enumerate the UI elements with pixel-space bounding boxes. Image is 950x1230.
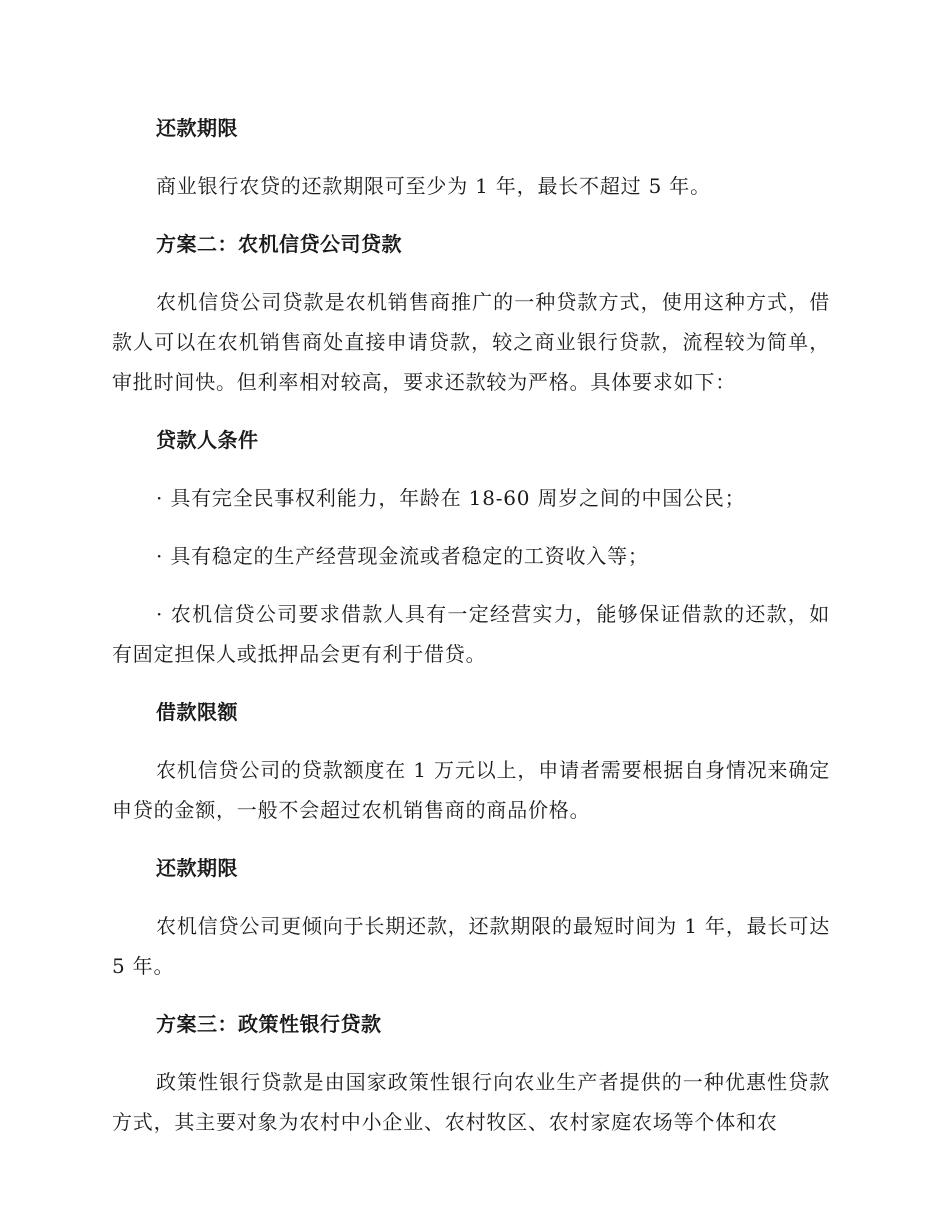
bullet-item-civil-capacity: · 具有完全民事权利能力，年龄在 18-60 周岁之间的中国公民； (156, 486, 746, 510)
bullet-item-business-strength: · 农机信贷公司要求借款人具有一定经营实力，能够保证借款的还款，如有固定担保人或抵押品会更有利于借贷。 (112, 602, 830, 666)
paragraph-loan-limit: 农机信贷公司的贷款额度在 1 万元以上，申请者需要根据自身情况来确定申贷的金额，一般不会超过农机销售商的商品价格。 (112, 758, 830, 822)
section-heading-borrower-conditions: 贷款人条件 (156, 428, 259, 452)
document-body (112, 108, 830, 1160)
section-heading-plan-three: 方案三：政策性银行贷款 (156, 1012, 382, 1036)
bullet-item-stable-income: · 具有稳定的生产经营现金流或者稳定的工资收入等； (156, 544, 649, 568)
paragraph-commercial-bank-term: 商业银行农贷的还款期限可至少为 1 年，最长不超过 5 年。 (156, 174, 711, 198)
section-heading-plan-two: 方案二：农机信贷公司贷款 (156, 232, 402, 256)
paragraph-policy-bank-intro: 政策性银行贷款是由国家政策性银行向农业生产者提供的一种优惠性贷款方式，其主要对象为农村中小企业、农村牧区、农村家庭农场等个体和农 (112, 1070, 830, 1134)
section-heading-repayment-term-2: 还款期限 (156, 856, 238, 880)
paragraph-credit-company-term: 农机信贷公司更倾向于长期还款，还款期限的最短时间为 1 年，最长可达 5 年。 (112, 914, 830, 978)
section-heading-loan-limit: 借款限额 (156, 700, 238, 724)
paragraph-plan-two-intro: 农机信贷公司贷款是农机销售商推广的一种贷款方式，使用这种方式，借款人可以在农机销售商处直接申请贷款，较之商业银行贷款，流程较为简单，审批时间快。但利率相对较高，要求还款较为严格。具体要求如下： (112, 290, 830, 394)
section-heading-repayment-term-1: 还款期限 (156, 116, 238, 140)
